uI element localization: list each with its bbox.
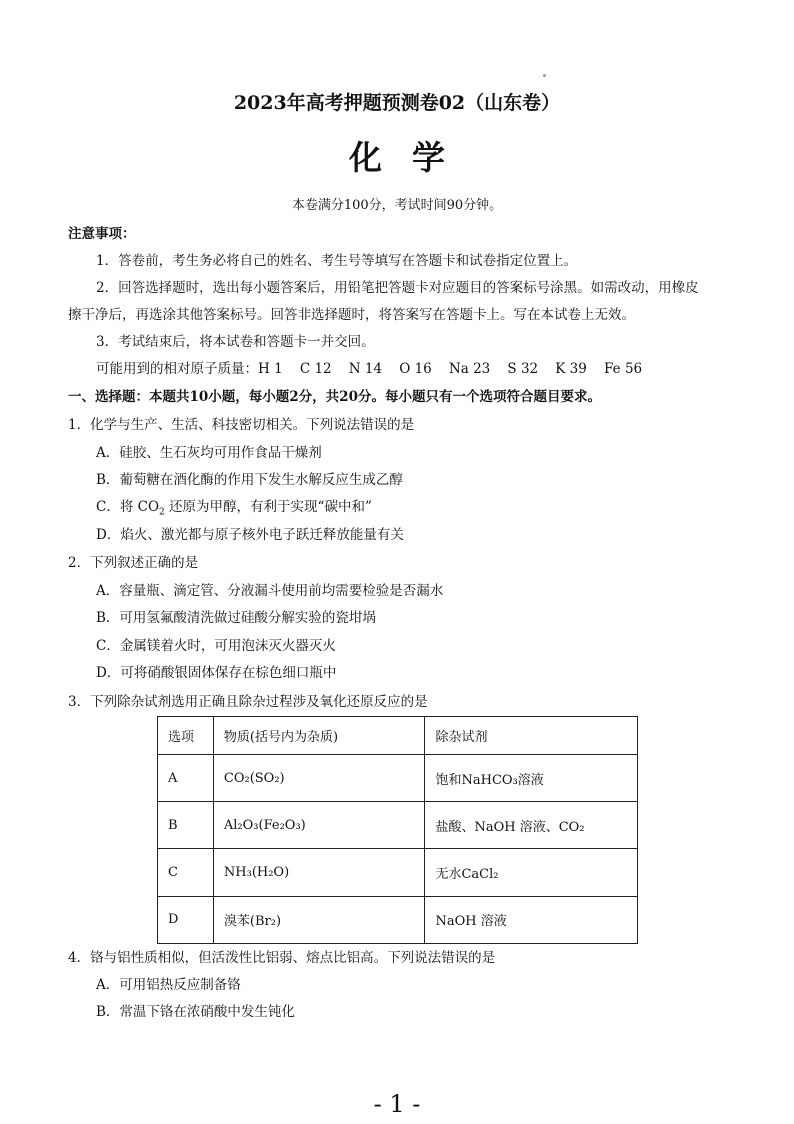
section-1-heading: 一、选择题：本题共10小题，每小题2分，共20分。每小题只有一个选项符合题目要求。 [68, 389, 601, 405]
scan-dot [543, 74, 546, 77]
q1-option-c: C．将 $CO_2$ 还原为甲醇，有利于实现“碳中和” [96, 499, 372, 518]
exam-title: 2023年高考押题预测卷02（山东卷） [233, 92, 561, 114]
q2-option-c: C．金属镁着火时，可用泡沫灭火器灭火 [96, 638, 336, 654]
q1-stem: 1．化学与生产、生活、科技密切相关。下列说法错误的是 [68, 417, 415, 433]
q1-option-d: D．焰火、激光都与原子核外电子跃迁释放能量有关 [96, 527, 404, 543]
substance-cell: Al₂O₃(Fe₂O₃) [213, 802, 425, 849]
page-number: - 1 - [373, 1090, 421, 1118]
header-cell: 选项 [158, 717, 214, 755]
header-cell: 物质(括号内为杂质) [213, 717, 425, 755]
subject-title: 化学 [349, 138, 475, 177]
notes-heading: 注意事项： [68, 226, 136, 242]
q2-option-b: B．可用氢氟酸清洗做过硅酸分解实验的瓷坩埚 [96, 610, 376, 626]
q2-stem: 2．下列叙述正确的是 [68, 555, 199, 571]
option-cell: B [158, 802, 214, 849]
reagent-cell: NaOH 溶液 [425, 896, 638, 943]
reagent-cell: 饱和NaHCO₃溶液 [425, 755, 638, 802]
reagent-cell: 无水CaCl₂ [425, 849, 638, 896]
header-cell: 除杂试剂 [425, 717, 638, 755]
option-cell: C [158, 849, 214, 896]
note-3: 3．考试结束后，将本试卷和答题卡一并交回。 [96, 334, 375, 350]
q3-options-table [157, 716, 638, 944]
q2-option-d: D．可将硝酸银固体保存在棕色细口瓶中 [96, 665, 337, 681]
q4-option-b: B．常温下铬在浓硝酸中发生钝化 [96, 1004, 295, 1020]
q1-option-a: A．硅胶、生石灰均可用作食品干燥剂 [96, 445, 322, 461]
table-row [158, 896, 638, 943]
q4-option-a: A．可用铝热反应制备铬 [96, 977, 241, 993]
note-2a: 2．回答选择题时，选出每小题答案后，用铅笔把答题卡对应题目的答案标号涂黑。如需改动，用橡皮 [96, 280, 699, 296]
substance-cell: NH₃(H₂O) [213, 849, 425, 896]
atomic-masses: 可能用到的相对原子质量：H 1 C 12 N 14 O 16 Na 23 S 32 K 39 Fe 56 [96, 361, 643, 377]
q4-stem: 4．铬与铝性质相似，但活泼性比铝弱、熔点比铝高。下列说法错误的是 [68, 950, 496, 966]
full-marks-note: 本卷满分100分，考试时间90分钟。 [291, 198, 503, 213]
note-1: 1．答卷前，考生务必将自己的姓名、考生号等填写在答题卡和试卷指定位置上。 [96, 253, 578, 269]
table-row [158, 755, 638, 802]
table-row [158, 849, 638, 896]
option-cell: D [158, 896, 214, 943]
substance-cell: CO₂(SO₂) [213, 755, 425, 802]
substance-cell: 溴苯(Br₂) [213, 896, 425, 943]
option-cell: A [158, 755, 214, 802]
q3-stem: 3．下列除杂试剂选用正确且除杂过程涉及氧化还原反应的是 [68, 694, 428, 710]
q2-option-a: A．容量瓶、滴定管、分液漏斗使用前均需要检验是否漏水 [96, 583, 444, 599]
q1-option-b: B．葡萄糖在酒化酶的作用下发生水解反应生成乙醇 [96, 472, 403, 488]
table-header-row [158, 717, 638, 755]
note-2b: 擦干净后，再选涂其他答案标号。回答非选择题时，将答案写在答题卡上。写在本试卷上无效。 [68, 307, 635, 323]
reagent-cell: 盐酸、NaOH 溶液、CO₂ [425, 802, 638, 849]
table-row [158, 802, 638, 849]
